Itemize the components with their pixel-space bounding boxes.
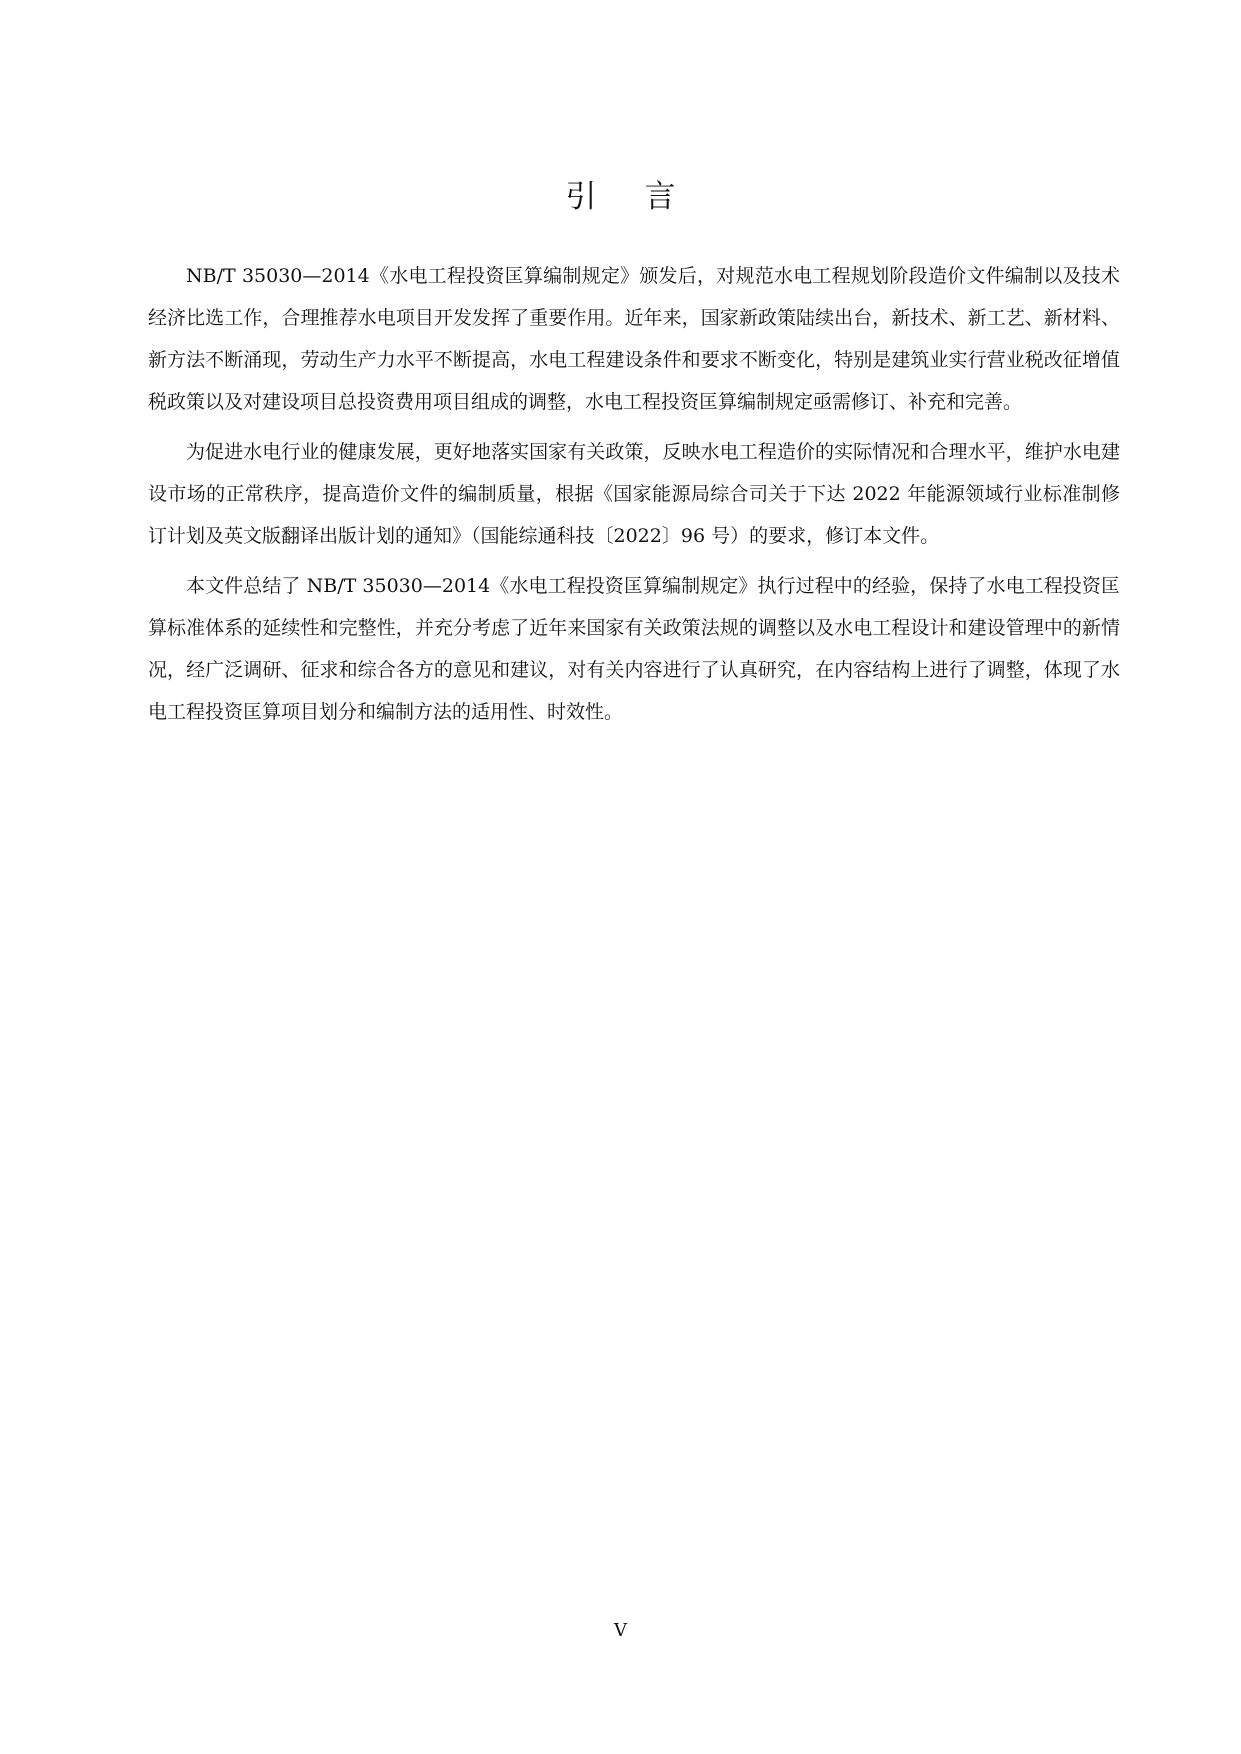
body-text xyxy=(148,255,1120,741)
paragraph: 为促进水电行业的健康发展，更好地落实国家有关政策，反映水电工程造价的实际情况和合理水平，维护水电建设市场的正常秩序，提高造价文件的编制质量，根据《国家能源局综合司关于下达 2022 年能源领域行业标准制修订计划及英文版翻译出版计划的通知》（国能综通科技〔2022〕96 号）的要求，修订本文件。 xyxy=(148,441,1120,547)
page-title: 引言 xyxy=(565,179,724,215)
paragraph: 本文件总结了 NB/T 35030—2014《水电工程投资匡算编制规定》执行过程中的经验，保持了水电工程投资匡算标准体系的延续性和完整性，并充分考虑了近年来国家有关政策法规的调整以及水电工程设计和建设管理中的新情况，经广泛调研、征求和综合各方的意见和建议，对有关内容进行了认真研究，在内容结构上进行了调整，体现了水电工程投资匡算项目划分和编制方法的适用性、时效性。 xyxy=(148,575,1120,723)
page-number: V xyxy=(614,1620,627,1641)
paragraph: NB/T 35030—2014《水电工程投资匡算编制规定》颁发后，对规范水电工程规划阶段造价文件编制以及技术经济比选工作，合理推荐水电项目开发发挥了重要作用。近年来，国家新政策陆续出台，新技术、新工艺、新材料、新方法不断涌现，劳动生产力水平不断提高，水电工程建设条件和要求不断变化，特别是建筑业实行营业税改征增值税政策以及对建设项目总投资费用项目组成的调整，水电工程投资匡算编制规定亟需修订、补充和完善。 xyxy=(148,265,1120,413)
